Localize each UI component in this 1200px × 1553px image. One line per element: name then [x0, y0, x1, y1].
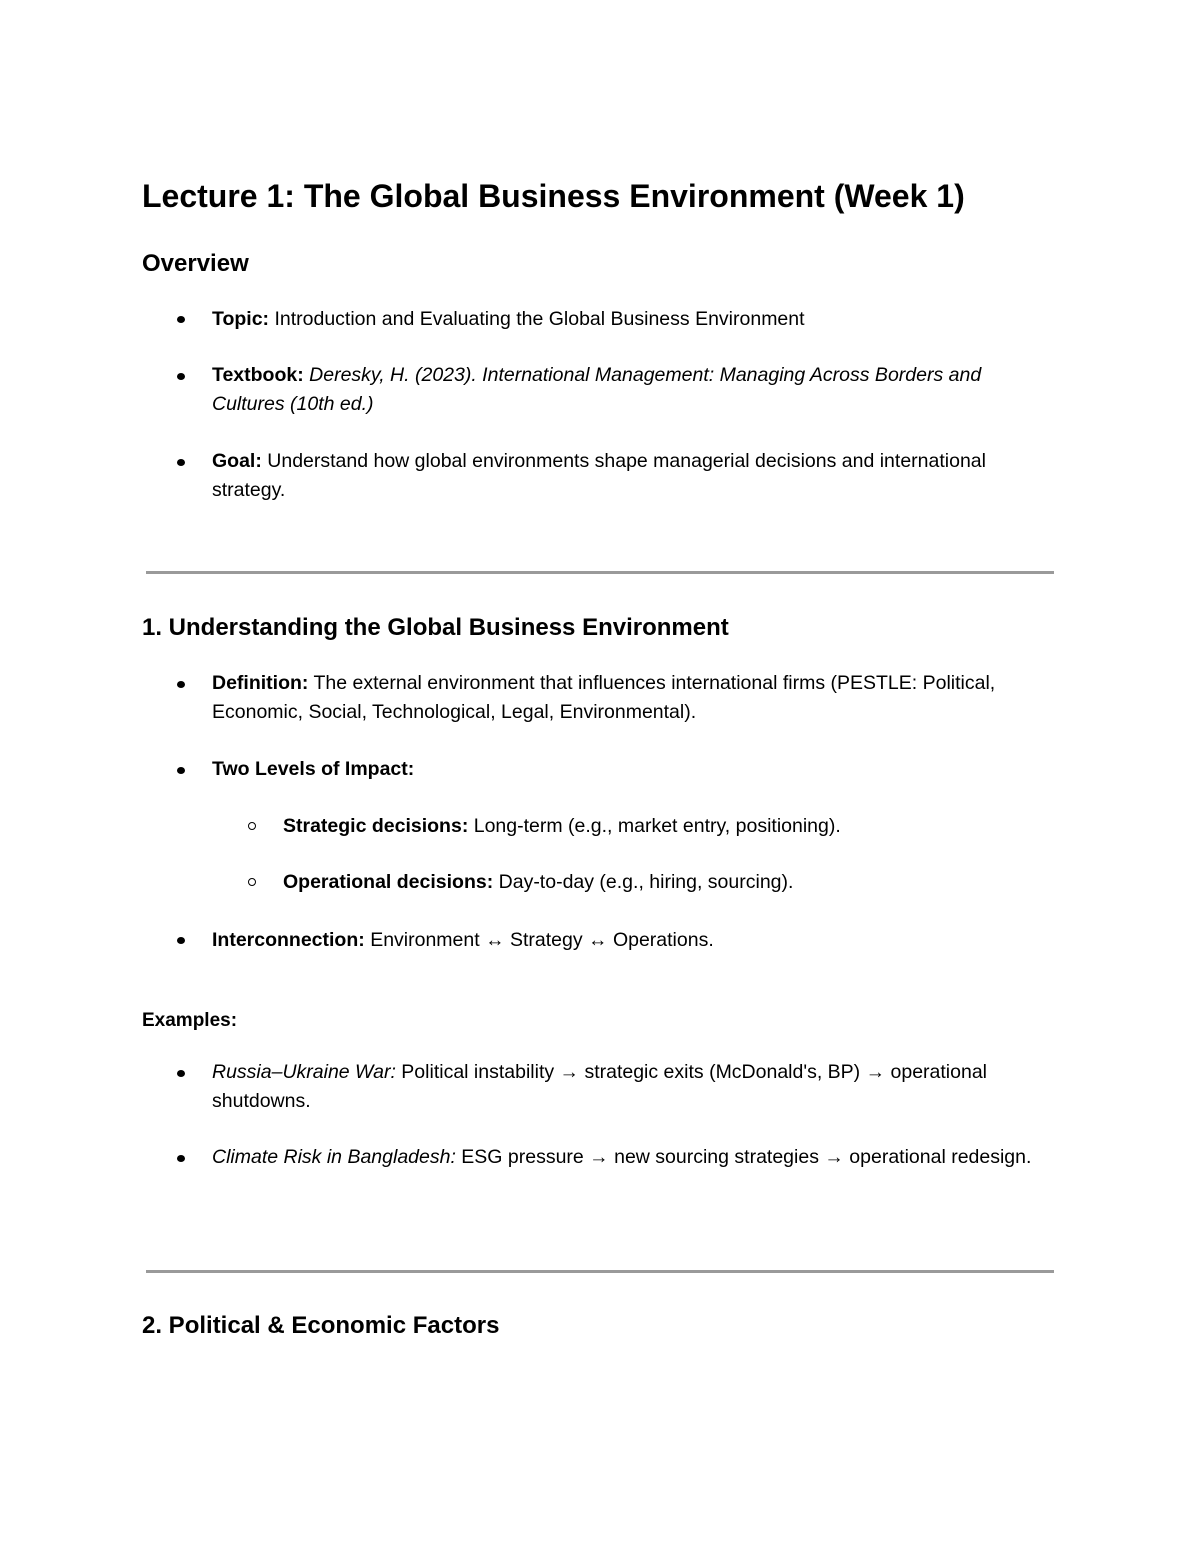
example-1-label: Russia–Ukraine War:: [212, 1061, 396, 1083]
strategic-label: Strategic decisions:: [283, 815, 469, 837]
strategic-decisions-item: [283, 812, 1043, 841]
section-1-heading: 1. Understanding the Global Business Environment: [142, 614, 729, 641]
levels-label: Two Levels of Impact:: [212, 758, 415, 780]
hollow-bullet-icon: [248, 822, 256, 830]
operational-label: Operational decisions:: [283, 871, 494, 893]
overview-goal: [212, 447, 1042, 505]
example-2-text: ESG pressure → new sourcing strategies → operational redesign.: [461, 1146, 1032, 1168]
strategic-text: Long-term (e.g., market entry, positioning).: [473, 815, 841, 837]
definition-label: Definition:: [212, 672, 309, 694]
interconnection-item: [212, 926, 1042, 955]
bullet-icon: [177, 767, 185, 774]
bullet-icon: [177, 937, 185, 944]
bullet-icon: [177, 373, 185, 380]
operational-decisions-item: [283, 868, 1043, 897]
example-1-text: Political instability → strategic exits (McDonald's, BP) → operational shutdowns.: [212, 1061, 987, 1112]
example-climate-risk: [212, 1143, 1042, 1172]
levels-item: [212, 755, 1042, 784]
definition-item: [212, 669, 1042, 727]
section-2-heading: 2. Political & Economic Factors: [142, 1312, 500, 1339]
overview-topic: [212, 305, 1042, 334]
hollow-bullet-icon: [248, 878, 256, 886]
overview-heading: Overview: [142, 250, 249, 277]
horizontal-divider: [146, 571, 1054, 574]
horizontal-divider: [146, 1270, 1054, 1273]
interconnection-text: Environment ↔ Strategy ↔ Operations.: [370, 929, 714, 951]
goal-text: Understand how global environments shape managerial decisions and international strategy.: [212, 450, 986, 501]
bullet-icon: [177, 1155, 185, 1162]
example-2-label: Climate Risk in Bangladesh:: [212, 1146, 456, 1168]
topic-text: Introduction and Evaluating the Global Business Environment: [274, 308, 805, 330]
page-title: Lecture 1: The Global Business Environment (Week 1): [142, 178, 965, 214]
operational-text: Day-to-day (e.g., hiring, sourcing).: [498, 871, 794, 893]
interconnection-label: Interconnection:: [212, 929, 365, 951]
bullet-icon: [177, 316, 185, 323]
goal-label: Goal:: [212, 450, 262, 472]
bullet-icon: [177, 459, 185, 466]
textbook-label: Textbook:: [212, 364, 304, 386]
examples-heading: Examples:: [142, 1010, 238, 1031]
bullet-icon: [177, 681, 185, 688]
overview-textbook: [212, 361, 1042, 419]
definition-text: The external environment that influences international firms (PESTLE: Political, Economic, Social, Technological, Legal, Environmental).: [212, 672, 996, 723]
bullet-icon: [177, 1070, 185, 1077]
example-russia-ukraine: [212, 1058, 1042, 1116]
textbook-citation: Deresky, H. (2023). International Management: Managing Across Borders and Cultures (10th ed.): [212, 364, 982, 415]
topic-label: Topic:: [212, 308, 270, 330]
